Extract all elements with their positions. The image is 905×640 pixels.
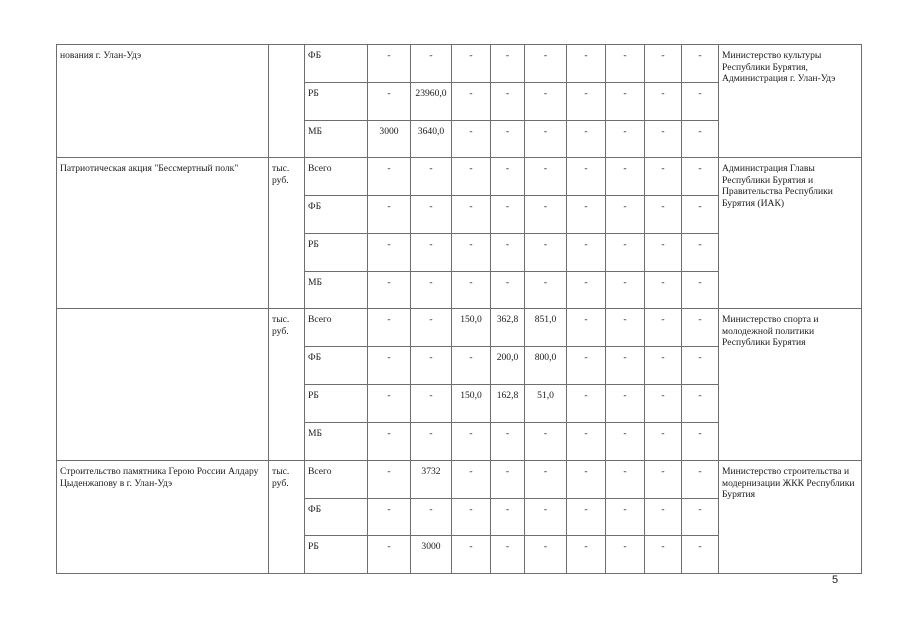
year-value-cell: - (525, 499, 567, 536)
year-value-cell: - (645, 158, 682, 196)
year-value-cell: - (567, 83, 606, 121)
year-value-cell: - (567, 121, 606, 158)
responsible-ministry-cell: Министерство строительства и модернизации ЖКК Республики Бурятия (719, 461, 862, 574)
year-value-cell: - (368, 347, 411, 385)
year-value-cell: 162,8 (491, 385, 525, 423)
year-value-cell: - (682, 347, 719, 385)
year-value-cell: - (606, 461, 645, 499)
year-value-cell: - (368, 196, 411, 234)
event-name-cell (57, 309, 269, 461)
event-name-cell: Строительство памятника Герою России Алдару Цыденжапову в г. Улан-Удэ (57, 461, 269, 574)
page-number: 5 (832, 574, 839, 586)
year-value-cell: 851,0 (525, 309, 567, 347)
year-value-cell: - (525, 121, 567, 158)
year-value-cell: - (645, 309, 682, 347)
year-value-cell: - (411, 272, 452, 309)
year-value-cell: - (491, 461, 525, 499)
year-value-cell: - (567, 385, 606, 423)
year-value-cell: - (567, 499, 606, 536)
year-value-cell: - (491, 536, 525, 574)
year-value-cell: - (368, 45, 411, 83)
year-value-cell: - (606, 272, 645, 309)
year-value-cell: - (452, 423, 491, 461)
year-value-cell: 3000 (411, 536, 452, 574)
responsible-ministry-cell: Министерство культуры Республики Бурятия, Администрация г. Улан-Удэ (719, 45, 862, 158)
year-value-cell: - (682, 385, 719, 423)
year-value-cell: - (368, 272, 411, 309)
year-value-cell: 800,0 (525, 347, 567, 385)
year-value-cell: - (525, 461, 567, 499)
funding-source-cell: РБ (305, 536, 368, 574)
year-value-cell: - (645, 423, 682, 461)
year-value-cell: 3640,0 (411, 121, 452, 158)
year-value-cell: - (682, 83, 719, 121)
year-value-cell: - (682, 272, 719, 309)
year-value-cell: - (682, 461, 719, 499)
year-value-cell: - (606, 347, 645, 385)
year-value-cell: - (411, 347, 452, 385)
year-value-cell: - (452, 83, 491, 121)
year-value-cell: - (368, 461, 411, 499)
year-value-cell: - (525, 536, 567, 574)
year-value-cell: - (567, 309, 606, 347)
unit-cell (269, 45, 305, 158)
year-value-cell: - (567, 347, 606, 385)
year-value-cell: - (411, 196, 452, 234)
year-value-cell: 150,0 (452, 385, 491, 423)
year-value-cell: - (606, 423, 645, 461)
year-value-cell: - (525, 234, 567, 272)
event-name-cell: нования г. Улан-Удэ (57, 45, 269, 158)
year-value-cell: - (682, 309, 719, 347)
year-value-cell: - (606, 536, 645, 574)
year-value-cell: - (645, 196, 682, 234)
funding-source-cell: ФБ (305, 196, 368, 234)
year-value-cell: - (368, 423, 411, 461)
year-value-cell: - (452, 272, 491, 309)
year-value-cell: - (491, 234, 525, 272)
year-value-cell: - (525, 158, 567, 196)
year-value-cell: - (645, 234, 682, 272)
funding-source-cell: РБ (305, 385, 368, 423)
unit-cell: тыс. руб. (269, 309, 305, 461)
year-value-cell: - (682, 536, 719, 574)
year-value-cell: - (411, 158, 452, 196)
funding-source-cell: Всего (305, 309, 368, 347)
table-row (57, 461, 862, 499)
year-value-cell: - (452, 45, 491, 83)
year-value-cell: 23960,0 (411, 83, 452, 121)
year-value-cell: - (645, 83, 682, 121)
year-value-cell: - (606, 45, 645, 83)
year-value-cell: - (606, 309, 645, 347)
funding-source-cell: МБ (305, 121, 368, 158)
year-value-cell: - (368, 234, 411, 272)
year-value-cell: - (645, 272, 682, 309)
year-value-cell: - (567, 234, 606, 272)
funding-source-cell: ФБ (305, 45, 368, 83)
year-value-cell: - (682, 234, 719, 272)
year-value-cell: - (368, 499, 411, 536)
budget-table (56, 44, 862, 574)
year-value-cell: - (452, 461, 491, 499)
year-value-cell: - (525, 423, 567, 461)
unit-cell: тыс. руб. (269, 158, 305, 309)
funding-source-cell: ФБ (305, 347, 368, 385)
year-value-cell: 3000 (368, 121, 411, 158)
year-value-cell: - (411, 499, 452, 536)
year-value-cell: - (491, 158, 525, 196)
responsible-ministry-cell: Администрация Главы Республики Бурятия и Правительства Республики Бурятия (ИАК) (719, 158, 862, 309)
year-value-cell: - (682, 423, 719, 461)
year-value-cell: - (567, 461, 606, 499)
funding-source-cell: ФБ (305, 499, 368, 536)
year-value-cell: - (491, 45, 525, 83)
year-value-cell: - (452, 234, 491, 272)
year-value-cell: - (606, 83, 645, 121)
year-value-cell: - (525, 196, 567, 234)
year-value-cell: - (452, 536, 491, 574)
funding-source-cell: МБ (305, 423, 368, 461)
year-value-cell: 200,0 (491, 347, 525, 385)
year-value-cell: 3732 (411, 461, 452, 499)
year-value-cell: - (567, 272, 606, 309)
year-value-cell: - (606, 158, 645, 196)
funding-source-cell: РБ (305, 83, 368, 121)
year-value-cell: - (411, 234, 452, 272)
funding-source-cell: Всего (305, 158, 368, 196)
year-value-cell: - (525, 83, 567, 121)
year-value-cell: - (491, 83, 525, 121)
year-value-cell: - (606, 121, 645, 158)
year-value-cell: - (491, 423, 525, 461)
responsible-ministry-cell: Министерство спорта и молодежной политики Республики Бурятия (719, 309, 862, 461)
year-value-cell: - (491, 499, 525, 536)
year-value-cell: - (411, 385, 452, 423)
table-row (57, 309, 862, 347)
year-value-cell: - (606, 234, 645, 272)
year-value-cell: - (645, 461, 682, 499)
year-value-cell: - (682, 499, 719, 536)
year-value-cell: - (567, 423, 606, 461)
funding-source-cell: РБ (305, 234, 368, 272)
year-value-cell: - (682, 45, 719, 83)
year-value-cell: - (491, 196, 525, 234)
year-value-cell: - (525, 272, 567, 309)
year-value-cell: - (606, 499, 645, 536)
table-row (57, 158, 862, 196)
year-value-cell: - (606, 385, 645, 423)
year-value-cell: - (525, 45, 567, 83)
year-value-cell: - (567, 196, 606, 234)
year-value-cell: - (645, 45, 682, 83)
year-value-cell: - (452, 196, 491, 234)
year-value-cell: - (645, 121, 682, 158)
document-table-container (56, 44, 862, 574)
year-value-cell: - (368, 309, 411, 347)
funding-source-cell: МБ (305, 272, 368, 309)
year-value-cell: - (368, 536, 411, 574)
year-value-cell: 362,8 (491, 309, 525, 347)
year-value-cell: - (452, 347, 491, 385)
year-value-cell: - (682, 158, 719, 196)
year-value-cell: - (368, 385, 411, 423)
year-value-cell: - (567, 45, 606, 83)
year-value-cell: - (452, 121, 491, 158)
year-value-cell: - (368, 83, 411, 121)
year-value-cell: - (452, 499, 491, 536)
year-value-cell: 51,0 (525, 385, 567, 423)
year-value-cell: - (411, 423, 452, 461)
unit-cell: тыс. руб. (269, 461, 305, 574)
event-name-cell: Патриотическая акция "Бессмертный полк" (57, 158, 269, 309)
year-value-cell: - (567, 158, 606, 196)
year-value-cell: 150,0 (452, 309, 491, 347)
year-value-cell: - (682, 121, 719, 158)
year-value-cell: - (411, 45, 452, 83)
year-value-cell: - (368, 158, 411, 196)
year-value-cell: - (645, 385, 682, 423)
year-value-cell: - (491, 272, 525, 309)
year-value-cell: - (411, 309, 452, 347)
year-value-cell: - (567, 536, 606, 574)
year-value-cell: - (606, 196, 645, 234)
year-value-cell: - (645, 499, 682, 536)
table-body (57, 45, 862, 574)
table-row (57, 45, 862, 83)
year-value-cell: - (645, 536, 682, 574)
year-value-cell: - (682, 196, 719, 234)
year-value-cell: - (491, 121, 525, 158)
year-value-cell: - (645, 347, 682, 385)
funding-source-cell: Всего (305, 461, 368, 499)
year-value-cell: - (452, 158, 491, 196)
